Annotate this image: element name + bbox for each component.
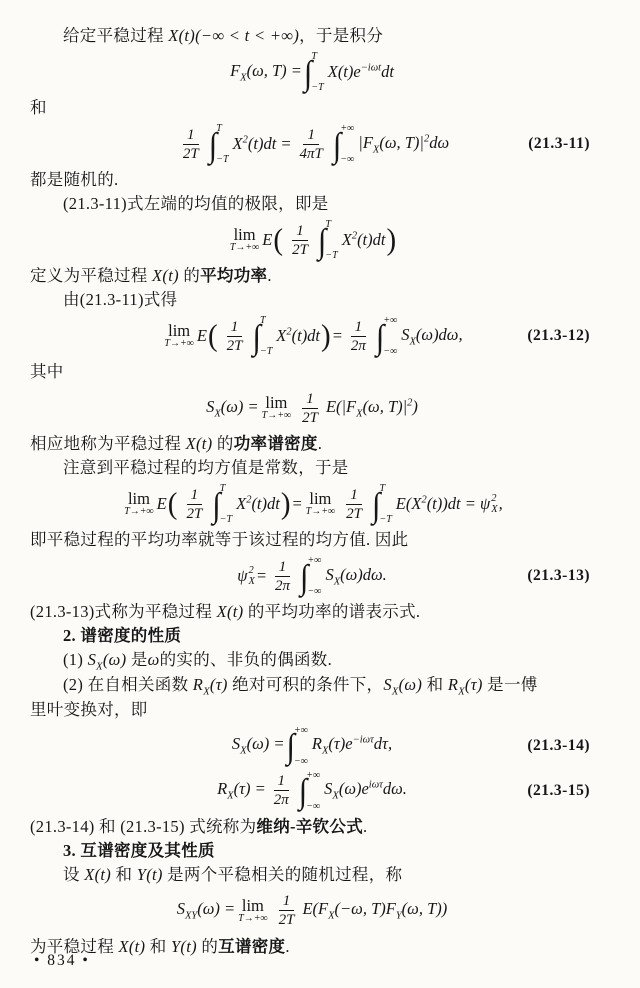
fraction: $\frac{1}{2T}$ — [302, 390, 318, 426]
limit-operator: lim T→+∞ — [261, 393, 292, 422]
formula — [30, 770, 594, 812]
paragraph — [30, 360, 594, 384]
integral-sign: ∫ +∞ −∞ — [300, 555, 322, 597]
formula-body — [175, 123, 450, 165]
fraction: $\frac{1}{2\pi}$ — [275, 558, 291, 594]
math-text: $E(|F_X(\omega$, $T)|^2$) — [325, 396, 418, 419]
math-text: ψ — [237, 566, 248, 585]
paragraph — [30, 600, 594, 624]
formula-body — [227, 219, 397, 261]
fraction: $\frac{1}{2T}$ — [292, 222, 308, 258]
big-paren: ( — [167, 486, 178, 521]
math-text: $S_X(\omega)d\omega$, — [401, 324, 463, 347]
integral-sign: ∫ T −T — [212, 483, 233, 525]
text-run: . — [267, 266, 272, 285]
inline-math: $R_X(\tau)$ — [192, 674, 228, 698]
paragraph — [30, 456, 594, 480]
bold-text-run: 平均功率 — [200, 266, 268, 285]
paragraph — [30, 168, 594, 192]
formula — [30, 890, 594, 932]
bold-text-run: 2. 谱密度的性质 — [63, 626, 182, 645]
formula — [30, 483, 594, 525]
integral-sign: ∫ +∞ −∞ — [332, 123, 355, 165]
limit-operator: lim T→+∞ — [124, 489, 154, 518]
math-text: = — [255, 566, 268, 585]
formula — [30, 315, 594, 357]
integral-sign: ∫ T −T — [303, 51, 324, 93]
page-content — [30, 24, 594, 959]
text-run: 的平均功率的谱表示式. — [243, 602, 421, 621]
text-run: 是 — [126, 650, 148, 669]
integral-sign: ∫ +∞ −∞ — [298, 769, 321, 812]
text-run: 和 — [111, 864, 137, 884]
integral-sign: ∫ T −T — [208, 123, 229, 165]
formula — [30, 725, 594, 767]
math-text: $X^2(t)dt$ — [276, 326, 321, 345]
fraction: $\frac{1}{2\pi}$ — [273, 773, 289, 809]
integral-sign: ∫ +∞ −∞ — [286, 724, 308, 767]
page-number: • 834 • — [34, 952, 90, 969]
paragraph — [30, 96, 594, 120]
big-paren: ( — [207, 318, 218, 353]
limit-operator: lim T→+∞ — [238, 895, 268, 924]
inline-math: X(t) — [152, 266, 179, 285]
big-paren: ( — [273, 222, 284, 257]
formula-body — [177, 892, 447, 929]
text-run: 设 — [63, 864, 85, 884]
math-text: $S_X(\omega)$ = — [231, 734, 285, 757]
math-text: $E(X^2(t))dt = \psi$ — [395, 494, 491, 513]
paragraph — [30, 673, 594, 698]
fraction: $\frac{1}{2T}$ — [346, 486, 362, 522]
integral-sign: ∫ T −T — [371, 483, 392, 525]
paragraph — [30, 528, 594, 552]
text-run: 的 — [178, 266, 201, 285]
text-run: . — [317, 434, 323, 453]
paragraph — [30, 815, 594, 839]
inline-math: $S_X(\omega)$ — [87, 650, 127, 673]
bold-text-run: 维纳-辛钦公式 — [256, 816, 364, 836]
text-run: 注意到平稳过程的均方值是常数，于是 — [63, 458, 349, 477]
math-text: $X^2(t)dt$ = — [232, 134, 292, 153]
formula-body — [161, 315, 463, 357]
fraction: $\frac{1}{2\pi}$ — [350, 318, 366, 354]
text-run: 即平稳过程的平均功率就等于该过程的均方值. 因此 — [30, 530, 409, 549]
integral-sign: ∫ T −T — [252, 315, 273, 357]
math-text: $F_X(\omega$, T) = — [230, 60, 302, 83]
math-text: , — [498, 494, 503, 513]
big-paren: ) — [386, 222, 397, 257]
text-run: (21.3-11)式左端的均值的极限，即是 — [63, 194, 329, 213]
fraction: $\frac{1}{2T}$ — [278, 893, 295, 929]
inline-math: X(t)(−∞ < t < +∞) — [168, 26, 300, 45]
math-text: $E(F_X(-\omega$, $T)F_Y(\omega$, T)) — [302, 899, 448, 922]
formula-body — [206, 390, 418, 427]
inline-math: X(t) — [118, 936, 146, 956]
math-text: $R_X(\tau)e^{-i\omega\tau}d\tau$, — [311, 734, 393, 757]
math-text: = — [331, 326, 343, 345]
text-run: . — [363, 816, 368, 836]
math-text: $S_X(\omega)$ = — [206, 396, 259, 419]
text-run: 都是随机的. — [30, 170, 119, 189]
paragraph — [30, 432, 594, 456]
math-text: E — [262, 230, 273, 249]
paragraph — [30, 192, 594, 216]
formula-body — [230, 51, 394, 93]
limit-operator: lim T→+∞ — [305, 489, 336, 518]
stacked-script: 2 X — [491, 492, 498, 515]
text-run: 的 — [212, 434, 234, 453]
inline-math: X(t) — [185, 434, 213, 453]
text-run: 和 — [422, 674, 448, 694]
text-run: 相应地称为平稳过程 — [30, 434, 186, 453]
text-run: 是一傅 — [482, 674, 538, 694]
formula — [30, 219, 594, 261]
paragraph — [30, 264, 594, 288]
text-run: 绝对可积的条件下， — [227, 674, 384, 694]
math-text: = — [291, 494, 303, 513]
formula — [30, 387, 594, 429]
text-run: 的实的、非负的偶函数. — [159, 650, 333, 669]
text-run: 是两个平稳相关的随机过程，称 — [162, 864, 403, 884]
fraction: $\frac{1}{2T}$ — [186, 486, 203, 522]
math-text: $S_{XY}(\omega)$ = — [176, 899, 236, 922]
bold-text-run: 3. 互谱密度及其性质 — [63, 840, 215, 860]
fraction: $\frac{1}{2T}$ — [182, 126, 199, 162]
bold-text-run: 功率谱密度 — [233, 434, 318, 453]
text-run: 定义为平稳过程 — [30, 266, 153, 285]
text-run: (2) 在自相关函数 — [63, 674, 193, 694]
paragraph — [30, 288, 594, 312]
fraction: $\frac{1}{2T}$ — [226, 318, 243, 354]
equation-number: (21.3-11) — [528, 135, 590, 152]
math-text: $|F_X(\omega$, $T)|^2d\omega$ — [358, 132, 450, 155]
inline-math: $R_X(\tau)$ — [447, 674, 483, 698]
inline-math: Y(t) — [136, 864, 163, 884]
paragraph — [30, 624, 594, 648]
math-text: $X^2(t)dt$ — [236, 494, 280, 513]
integral-sign: ∫ +∞ −∞ — [375, 315, 398, 357]
text-run: 由(21.3-11)式得 — [63, 290, 178, 309]
formula-body — [121, 483, 503, 525]
math-text: $S_X(\omega)e^{i\omega\tau}d\omega$. — [324, 779, 407, 802]
stacked-script: 2 X — [248, 564, 255, 587]
math-text: $X^2(t)dt$ — [341, 230, 386, 249]
limit-operator: lim T→+∞ — [229, 225, 260, 254]
text-run: (1) — [63, 650, 88, 669]
paragraph — [30, 698, 594, 722]
formula — [30, 555, 594, 597]
paragraph — [30, 935, 594, 959]
text-run: ，于是积分 — [299, 26, 384, 45]
limit-operator: lim T→+∞ — [164, 321, 194, 350]
paragraph — [30, 839, 594, 863]
fraction: $\frac{1}{4\pi T}$ — [299, 126, 323, 162]
inline-math: X(t) — [216, 602, 244, 621]
equation-number: (21.3-13) — [527, 567, 590, 584]
equation-number: (21.3-12) — [527, 327, 590, 344]
bold-text-run: 互谱密度 — [218, 936, 286, 956]
inline-math: $S_X(\omega)$ — [383, 674, 423, 698]
formula-body — [231, 724, 393, 767]
inline-math: ω — [147, 650, 160, 669]
integral-sign: ∫ T −T — [317, 219, 338, 261]
paragraph — [30, 863, 594, 887]
math-text: E — [156, 494, 167, 513]
text-run: 里叶变换对，即 — [30, 699, 148, 719]
paragraph — [30, 24, 594, 48]
big-paren: ) — [321, 318, 331, 353]
formula — [30, 51, 594, 93]
text-run: (21.3-14) 和 (21.3-15) 式统称为 — [30, 816, 257, 836]
text-run: 和 — [145, 936, 171, 956]
formula-body — [217, 769, 407, 812]
math-text: $R_X(\tau)$ = — [217, 779, 266, 802]
equation-number: (21.3-15) — [527, 781, 590, 799]
text-run: 其中 — [30, 362, 64, 381]
inline-math: Y(t) — [170, 936, 197, 956]
math-text: $S_X(\omega)d\omega$. — [325, 564, 387, 587]
formula — [30, 123, 594, 165]
math-text: $X(t)e^{-i\omega t}dt$ — [327, 62, 394, 81]
text-run: 的 — [196, 936, 219, 956]
text-run: . — [285, 936, 290, 956]
big-paren: ) — [280, 486, 291, 521]
equation-number: (21.3-14) — [527, 736, 590, 754]
text-run: 为平稳过程 — [30, 936, 119, 956]
paragraph — [30, 648, 594, 673]
text-run: 和 — [30, 98, 47, 117]
inline-math: X(t) — [84, 864, 112, 884]
formula-body — [237, 555, 387, 597]
math-text: E — [196, 326, 207, 345]
text-run: 给定平稳过程 — [63, 26, 169, 45]
text-run: (21.3-13)式称为平稳过程 — [30, 602, 217, 621]
